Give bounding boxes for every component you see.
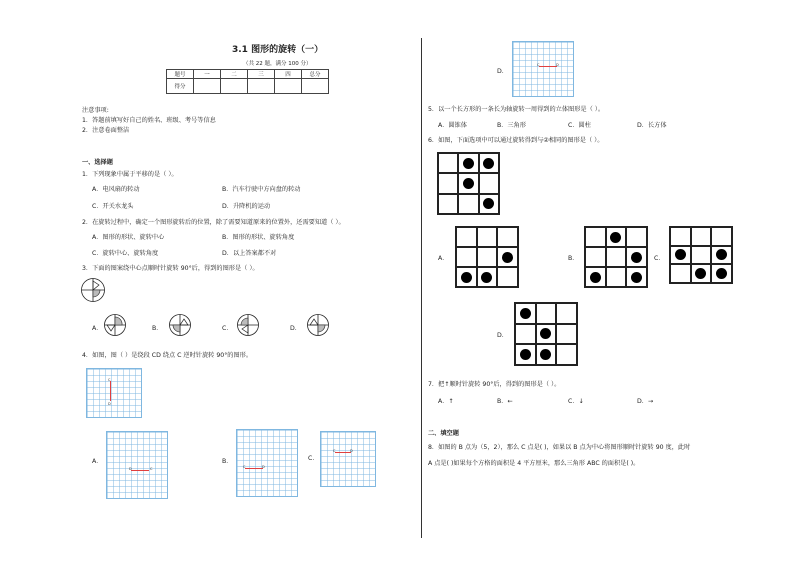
- page-subtitle: （共 22 题，满分 100 分）: [243, 61, 312, 67]
- option-d[interactable]: D．: [497, 68, 508, 75]
- point-label-d: D: [108, 402, 111, 406]
- option-d[interactable]: D．长方体: [637, 122, 667, 129]
- q4-option-a-grid[interactable]: [106, 431, 168, 499]
- dot: [675, 249, 686, 260]
- dot: [502, 252, 513, 263]
- q6-option-d-grid[interactable]: [514, 302, 578, 366]
- dot: [610, 232, 621, 243]
- dot: [520, 308, 531, 319]
- segment-cd: [539, 66, 557, 67]
- option-c[interactable]: C．: [654, 255, 665, 262]
- q6-option-a-grid[interactable]: [455, 226, 519, 288]
- dot: [483, 198, 494, 209]
- notes-heading: 注意事项:: [82, 107, 109, 114]
- score-header-cell: 题号: [167, 70, 194, 79]
- dot: [483, 158, 494, 169]
- dot: [463, 158, 474, 169]
- point-label-d: D: [556, 63, 559, 67]
- score-input-cell[interactable]: [221, 79, 248, 94]
- score-header-cell: 一: [194, 70, 221, 79]
- q4-option-b-grid[interactable]: [236, 429, 298, 497]
- question-text: 7．把↑顺时针旋转 90°后，得到的图形是（ ）。: [428, 381, 561, 388]
- segment-cd: [110, 381, 111, 401]
- q4-original-grid: [86, 368, 142, 418]
- score-header-cell: 三: [248, 70, 275, 79]
- section-title: 二、填空题: [428, 430, 459, 437]
- point-label-d: D: [350, 449, 353, 453]
- question-text: A 点是( )如果每个方格的面积是 4 平方厘米，那么三角形 ABC 的面积是( )。: [428, 460, 640, 467]
- q4-option-d-grid[interactable]: [512, 41, 574, 97]
- option-d[interactable]: D．: [497, 332, 508, 339]
- dot: [590, 272, 601, 283]
- option-c[interactable]: C．↓: [568, 398, 584, 405]
- section-title: 一、选择题: [82, 159, 113, 166]
- q6-option-b-grid[interactable]: [584, 226, 648, 288]
- option-c[interactable]: C．圆柱: [568, 122, 591, 129]
- segment-cd: [335, 452, 351, 453]
- dot: [716, 249, 727, 260]
- dot: [461, 272, 472, 283]
- score-table: [166, 69, 329, 94]
- dot: [540, 328, 551, 339]
- question-text: 4．如图，图（ ）是绕段 CD 绕点 C 逆时针旋转 90°的图形。: [82, 352, 253, 359]
- score-header-cell: 四: [275, 70, 302, 79]
- option-b[interactable]: B．图形的形状、旋转角度: [222, 234, 295, 241]
- option-d[interactable]: D．升降机的运动: [222, 203, 271, 210]
- point-label-c: C: [243, 465, 246, 469]
- notes-item: 2．注意卷面整洁: [82, 127, 130, 134]
- option-c[interactable]: C．: [308, 455, 319, 462]
- dot: [463, 178, 474, 189]
- column-divider: [421, 38, 422, 538]
- dot: [631, 272, 642, 283]
- point-label-c: C: [108, 378, 111, 382]
- question-text: 5．以一个长方形的一条长为轴旋转一周得到的立体图形是（ ）。: [428, 106, 605, 113]
- q3-pattern-figure: [80, 277, 106, 303]
- option-b[interactable]: B．: [568, 255, 579, 262]
- q3-option-c-figure[interactable]: [236, 313, 260, 337]
- option-a[interactable]: A．: [92, 458, 103, 465]
- option-c[interactable]: C．旋转中心、旋转角度: [92, 250, 159, 257]
- option-d[interactable]: D．→: [637, 398, 654, 405]
- q6-reference-grid: [437, 152, 500, 215]
- option-b[interactable]: B．汽车行驶中方向盘的转动: [222, 186, 301, 193]
- score-input-cell[interactable]: [275, 79, 302, 94]
- point-label-c: C: [537, 63, 540, 67]
- dot: [520, 349, 531, 360]
- score-input-cell[interactable]: [194, 79, 221, 94]
- point-label-c: C: [333, 449, 336, 453]
- q3-option-a-figure[interactable]: [103, 313, 127, 337]
- point-label-d: D: [129, 467, 132, 471]
- dot: [716, 268, 727, 279]
- option-d[interactable]: D．以上答案都不对: [222, 250, 277, 257]
- q6-option-c-grid[interactable]: [669, 226, 733, 284]
- option-a[interactable]: A．圆锥体: [438, 122, 467, 129]
- question-text: 1．下列现象中属于平移的是（ ）。: [82, 171, 178, 178]
- dot: [540, 349, 551, 360]
- option-c[interactable]: C．: [222, 325, 233, 332]
- notes-item: 1．答题前填写好自己的姓名、班级、考号等信息: [82, 117, 216, 124]
- score-input-cell[interactable]: [302, 79, 329, 94]
- option-a[interactable]: A．↑: [438, 398, 454, 405]
- option-b[interactable]: B．: [152, 325, 163, 332]
- option-b[interactable]: B．←: [497, 398, 513, 405]
- dot: [481, 272, 492, 283]
- option-a[interactable]: A．: [92, 325, 103, 332]
- question-text: 8．如图的 B 点为（5，2），那么 C 点是( )，如果以 B 点为中心将图形顺时针旋转 90 度，此时: [428, 444, 691, 451]
- option-c[interactable]: C．开关水龙头: [92, 203, 134, 210]
- point-label-d: D: [262, 465, 265, 469]
- option-a[interactable]: A．电风扇的转动: [92, 186, 140, 193]
- option-b[interactable]: B．三角形: [497, 122, 526, 129]
- score-header-cell: 二: [221, 70, 248, 79]
- segment-cd: [245, 468, 263, 469]
- score-input-cell[interactable]: [248, 79, 275, 94]
- question-text: 6．如图，下面选项中可以通过旋转得到与②相同的图形是（ ）。: [428, 137, 604, 144]
- question-text: 2．在旋转过程中，确定一个图形旋转后的位置，除了需要知道原来的位置外，还需要知道（ ）。: [82, 219, 345, 226]
- page-title: 3.1 图形的旋转（一）: [232, 45, 324, 55]
- segment-cd: [131, 470, 149, 471]
- q3-option-b-figure[interactable]: [168, 313, 192, 337]
- option-b[interactable]: B．: [222, 458, 233, 465]
- point-label-c: C: [150, 467, 153, 471]
- q3-option-d-figure[interactable]: [306, 313, 330, 337]
- q4-option-c-grid[interactable]: [320, 431, 376, 487]
- option-a[interactable]: A．: [438, 255, 449, 262]
- question-text: 3．下面的图案绕中心点顺时针旋转 90°后，得到的图形是（ ）。: [82, 265, 259, 272]
- dot: [695, 268, 706, 279]
- score-header-cell: 总分: [302, 70, 329, 79]
- dot: [631, 252, 642, 263]
- score-label-cell: 得分: [167, 79, 194, 94]
- option-a[interactable]: A．图形的形状、旋转中心: [92, 234, 165, 241]
- option-d[interactable]: D．: [290, 325, 301, 332]
